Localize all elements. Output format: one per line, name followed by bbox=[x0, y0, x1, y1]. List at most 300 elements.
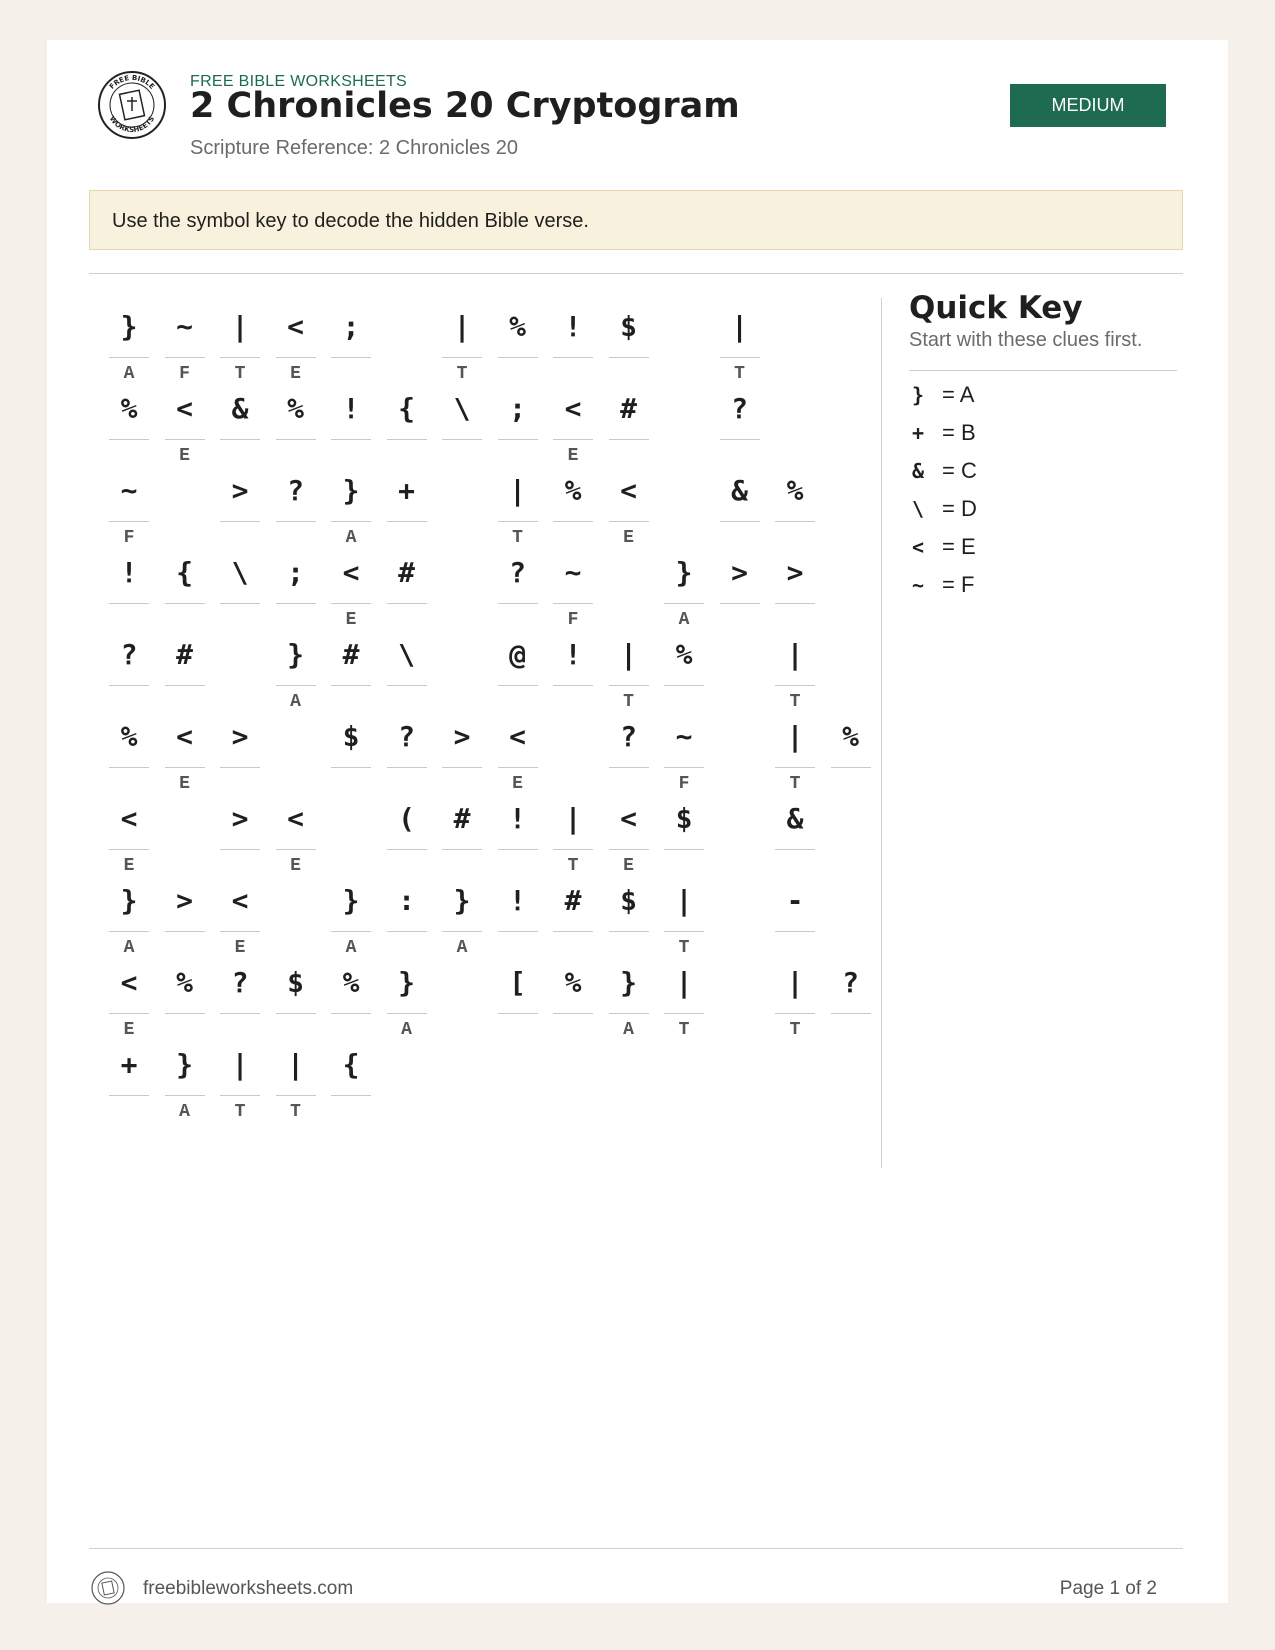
answer-line[interactable] bbox=[553, 685, 593, 686]
answer-line[interactable] bbox=[664, 685, 704, 686]
quick-key-value: = A bbox=[942, 382, 975, 407]
answer-line[interactable] bbox=[220, 1095, 260, 1096]
cipher-symbol: } bbox=[620, 966, 637, 999]
cipher-cell bbox=[276, 626, 316, 746]
cipher-symbol: ! bbox=[120, 556, 138, 589]
cipher-symbol: | bbox=[731, 310, 748, 343]
cipher-symbol: $ bbox=[620, 884, 637, 917]
cipher-symbol: } bbox=[342, 474, 360, 507]
answer-line[interactable] bbox=[609, 685, 649, 686]
cipher-symbol: } bbox=[453, 884, 471, 917]
hint-letter: F bbox=[179, 364, 190, 384]
cipher-cell bbox=[220, 544, 260, 664]
quick-key-item bbox=[909, 570, 1109, 600]
hint-letter: T bbox=[789, 1020, 801, 1040]
logo-text-bottom: WORKSHEETS bbox=[107, 114, 157, 135]
cipher-symbol: < bbox=[620, 474, 637, 507]
answer-line[interactable] bbox=[775, 521, 815, 522]
cipher-symbol: < bbox=[287, 310, 304, 343]
hint-letter: T bbox=[734, 364, 745, 384]
answer-line[interactable] bbox=[220, 521, 260, 522]
cipher-symbol: | bbox=[231, 310, 249, 343]
cipher-cell bbox=[220, 1036, 260, 1156]
cipher-symbol: } bbox=[120, 884, 138, 917]
answer-line[interactable] bbox=[553, 931, 593, 932]
hint-letter: T bbox=[290, 1102, 301, 1122]
cipher-symbol: | bbox=[231, 1048, 249, 1081]
answer-line[interactable] bbox=[220, 1013, 260, 1014]
answer-line[interactable] bbox=[387, 685, 427, 686]
cipher-symbol: | bbox=[620, 638, 637, 671]
cipher-symbol: < bbox=[620, 802, 637, 835]
cipher-symbol: ~ bbox=[176, 310, 193, 343]
answer-line[interactable] bbox=[276, 439, 316, 440]
quick-key-item bbox=[909, 456, 1109, 486]
answer-line[interactable] bbox=[775, 603, 815, 604]
hint-letter: T bbox=[512, 528, 523, 548]
answer-line[interactable] bbox=[109, 439, 149, 440]
answer-line[interactable] bbox=[553, 521, 593, 522]
answer-line[interactable] bbox=[109, 357, 149, 358]
page-number: Page 1 of 2 bbox=[1059, 1578, 1157, 1599]
answer-line[interactable] bbox=[609, 849, 649, 850]
answer-line[interactable] bbox=[331, 931, 371, 932]
cipher-symbol: } bbox=[398, 966, 415, 999]
cipher-symbol: | bbox=[509, 474, 526, 507]
cipher-cell bbox=[831, 954, 871, 1074]
answer-line[interactable] bbox=[498, 439, 538, 440]
cipher-symbol: @ bbox=[509, 638, 526, 671]
cipher-cell bbox=[553, 626, 593, 746]
cipher-symbol: $ bbox=[620, 310, 637, 343]
cipher-symbol: } bbox=[342, 884, 360, 917]
hint-letter: T bbox=[234, 1102, 246, 1122]
column-divider bbox=[881, 298, 882, 1168]
cipher-cell bbox=[553, 954, 593, 1074]
hint-letter: T bbox=[678, 1020, 690, 1040]
cipher-symbol: } bbox=[120, 310, 138, 343]
cipher-symbol: & bbox=[731, 474, 748, 507]
cipher-symbol: + bbox=[398, 474, 415, 507]
quick-key-divider bbox=[909, 370, 1177, 371]
quick-key-value: = F bbox=[942, 572, 975, 597]
cipher-symbol: % bbox=[342, 966, 360, 999]
cipher-symbol: | bbox=[675, 884, 693, 917]
cipher-cell bbox=[831, 708, 871, 828]
answer-line[interactable] bbox=[720, 439, 760, 440]
answer-line[interactable] bbox=[109, 1013, 149, 1014]
cipher-symbol: \ bbox=[231, 556, 249, 589]
cipher-symbol: | bbox=[675, 966, 693, 999]
hint-letter: A bbox=[678, 610, 690, 630]
answer-line[interactable] bbox=[775, 849, 815, 850]
cipher-cell bbox=[442, 872, 482, 992]
answer-line[interactable] bbox=[609, 1013, 649, 1014]
answer-line[interactable] bbox=[331, 603, 371, 604]
answer-line[interactable] bbox=[165, 439, 205, 440]
cipher-cell bbox=[609, 954, 649, 1074]
hint-letter: A bbox=[290, 692, 301, 712]
hint-letter: A bbox=[179, 1102, 190, 1122]
answer-line[interactable] bbox=[831, 767, 871, 768]
answer-line[interactable] bbox=[165, 1013, 205, 1014]
cipher-symbol: ~ bbox=[564, 556, 582, 589]
answer-line[interactable] bbox=[498, 357, 538, 358]
quick-key-value: = E bbox=[942, 534, 976, 559]
answer-line[interactable] bbox=[220, 603, 260, 604]
answer-line[interactable] bbox=[498, 1013, 538, 1014]
hint-letter: E bbox=[623, 856, 634, 876]
answer-line[interactable] bbox=[831, 1013, 871, 1014]
answer-line[interactable] bbox=[387, 849, 427, 850]
answer-line[interactable] bbox=[498, 931, 538, 932]
cipher-symbol: % bbox=[120, 720, 138, 753]
answer-line[interactable] bbox=[165, 931, 205, 932]
answer-line[interactable] bbox=[553, 439, 593, 440]
cipher-symbol: > bbox=[731, 556, 748, 589]
hint-letter: T bbox=[567, 856, 579, 876]
answer-line[interactable] bbox=[331, 521, 371, 522]
answer-line[interactable] bbox=[609, 521, 649, 522]
hint-letter: E bbox=[290, 364, 301, 384]
cipher-symbol: % bbox=[786, 474, 804, 507]
answer-line[interactable] bbox=[387, 439, 427, 440]
answer-line[interactable] bbox=[498, 521, 538, 522]
answer-line[interactable] bbox=[609, 439, 649, 440]
answer-line[interactable] bbox=[109, 521, 149, 522]
answer-line[interactable] bbox=[109, 849, 149, 850]
cipher-symbol: \ bbox=[453, 392, 471, 425]
cipher-cell bbox=[165, 1036, 205, 1156]
hint-letter: A bbox=[123, 938, 135, 958]
hint-letter: E bbox=[123, 1020, 135, 1040]
answer-line[interactable] bbox=[498, 603, 538, 604]
answer-line[interactable] bbox=[553, 357, 593, 358]
cipher-symbol: < bbox=[231, 884, 249, 917]
answer-line[interactable] bbox=[331, 1013, 371, 1014]
cipher-symbol: ? bbox=[120, 638, 138, 671]
cipher-symbol: ! bbox=[509, 884, 526, 917]
cipher-symbol: & bbox=[786, 802, 804, 835]
cipher-symbol: < bbox=[509, 720, 526, 753]
hint-letter: E bbox=[179, 774, 190, 794]
hint-letter: A bbox=[456, 938, 468, 958]
worksheet-page bbox=[47, 40, 1228, 1603]
hint-letter: E bbox=[179, 446, 190, 466]
answer-line[interactable] bbox=[553, 1013, 593, 1014]
hint-letter: A bbox=[623, 1020, 634, 1040]
cipher-symbol: $ bbox=[287, 966, 304, 999]
cipher-symbol: # bbox=[176, 638, 193, 671]
answer-line[interactable] bbox=[165, 603, 205, 604]
cipher-cell bbox=[609, 462, 649, 582]
answer-line[interactable] bbox=[331, 685, 371, 686]
quick-key-symbol: < bbox=[911, 535, 925, 559]
answer-line[interactable] bbox=[276, 849, 316, 850]
answer-line[interactable] bbox=[276, 1095, 316, 1096]
answer-line[interactable] bbox=[498, 685, 538, 686]
difficulty-badge: MEDIUM bbox=[1010, 84, 1166, 127]
answer-line[interactable] bbox=[276, 357, 316, 358]
answer-line[interactable] bbox=[387, 603, 427, 604]
cipher-symbol: { bbox=[176, 556, 193, 589]
hint-letter: F bbox=[678, 774, 690, 794]
cipher-cell bbox=[720, 544, 760, 664]
cipher-symbol: ? bbox=[731, 392, 748, 425]
cipher-symbol: % bbox=[287, 392, 304, 425]
cipher-symbol: ? bbox=[620, 720, 637, 753]
cipher-symbol: ( bbox=[398, 802, 415, 835]
answer-line[interactable] bbox=[609, 767, 649, 768]
answer-line[interactable] bbox=[664, 603, 704, 604]
hint-letter: E bbox=[345, 610, 357, 630]
answer-line[interactable] bbox=[387, 767, 427, 768]
footer-logo-icon bbox=[90, 1570, 126, 1606]
answer-line[interactable] bbox=[165, 1095, 205, 1096]
answer-line[interactable] bbox=[109, 685, 149, 686]
cipher-symbol: | bbox=[786, 966, 804, 999]
cipher-symbol: > bbox=[176, 884, 193, 917]
hint-letter: A bbox=[401, 1020, 412, 1040]
answer-line[interactable] bbox=[775, 767, 815, 768]
hint-letter: E bbox=[567, 446, 579, 466]
cipher-symbol: ? bbox=[842, 966, 859, 999]
hint-letter: A bbox=[123, 364, 135, 384]
answer-line[interactable] bbox=[220, 767, 260, 768]
cipher-symbol: ? bbox=[287, 474, 304, 507]
cipher-symbol: > bbox=[231, 474, 249, 507]
answer-line[interactable] bbox=[165, 685, 205, 686]
cipher-cell bbox=[664, 954, 704, 1074]
cipher-symbol: | bbox=[287, 1048, 304, 1081]
cipher-symbol: | bbox=[786, 720, 804, 753]
cipher-symbol: % bbox=[509, 310, 526, 343]
hint-letter: T bbox=[678, 938, 690, 958]
page-title: 2 Chronicles 20 Cryptogram bbox=[190, 86, 740, 126]
hint-letter: E bbox=[290, 856, 301, 876]
cipher-symbol: % bbox=[564, 966, 582, 999]
answer-line[interactable] bbox=[442, 357, 482, 358]
cipher-symbol: ! bbox=[564, 638, 582, 671]
cipher-symbol: > bbox=[453, 720, 471, 753]
cipher-symbol: > bbox=[231, 802, 249, 835]
cipher-symbol: > bbox=[231, 720, 249, 753]
answer-line[interactable] bbox=[553, 849, 593, 850]
answer-line[interactable] bbox=[442, 849, 482, 850]
cipher-symbol: # bbox=[564, 884, 582, 917]
cipher-symbol: < bbox=[564, 392, 582, 425]
cipher-symbol: < bbox=[120, 802, 138, 835]
quick-key-symbol: + bbox=[911, 421, 925, 445]
answer-line[interactable] bbox=[276, 521, 316, 522]
hint-letter: T bbox=[456, 364, 468, 384]
answer-line[interactable] bbox=[664, 931, 704, 932]
answer-line[interactable] bbox=[220, 849, 260, 850]
cipher-cell bbox=[387, 954, 427, 1074]
answer-line[interactable] bbox=[442, 439, 482, 440]
answer-line[interactable] bbox=[220, 439, 260, 440]
cipher-symbol: $ bbox=[342, 720, 360, 753]
cipher-cell bbox=[498, 954, 538, 1074]
answer-line[interactable] bbox=[331, 439, 371, 440]
cipher-symbol: ; bbox=[342, 310, 360, 343]
quick-key-subtitle: Start with these clues first. bbox=[909, 329, 1143, 351]
answer-line[interactable] bbox=[775, 931, 815, 932]
cipher-symbol: ! bbox=[342, 392, 360, 425]
hint-letter: A bbox=[345, 528, 357, 548]
cipher-symbol: + bbox=[120, 1048, 138, 1081]
quick-key-item bbox=[909, 494, 1109, 524]
answer-line[interactable] bbox=[276, 1013, 316, 1014]
hint-letter: F bbox=[567, 610, 579, 630]
cipher-symbol: [ bbox=[509, 966, 526, 999]
hint-letter: T bbox=[234, 364, 246, 384]
answer-line[interactable] bbox=[276, 685, 316, 686]
answer-line[interactable] bbox=[720, 603, 760, 604]
answer-line[interactable] bbox=[442, 767, 482, 768]
cipher-symbol: # bbox=[453, 802, 471, 835]
hint-letter: F bbox=[123, 528, 135, 548]
answer-line[interactable] bbox=[720, 357, 760, 358]
answer-line[interactable] bbox=[109, 767, 149, 768]
cipher-symbol: % bbox=[176, 966, 193, 999]
quick-key-value: = B bbox=[942, 420, 976, 445]
instructions-box: Use the symbol key to decode the hidden Bible verse. bbox=[89, 190, 1183, 250]
answer-line[interactable] bbox=[220, 931, 260, 932]
brand-name: FREE BIBLE WORKSHEETS bbox=[190, 73, 408, 90]
answer-line[interactable] bbox=[220, 357, 260, 358]
answer-line[interactable] bbox=[664, 1013, 704, 1014]
answer-line[interactable] bbox=[387, 931, 427, 932]
cipher-symbol: & bbox=[231, 392, 249, 425]
answer-line[interactable] bbox=[775, 1013, 815, 1014]
cipher-symbol: ! bbox=[564, 310, 582, 343]
answer-line[interactable] bbox=[109, 931, 149, 932]
quick-key-title: Quick Key bbox=[909, 290, 1083, 326]
answer-line[interactable] bbox=[442, 931, 482, 932]
hint-letter: E bbox=[123, 856, 135, 876]
answer-line[interactable] bbox=[387, 521, 427, 522]
answer-line[interactable] bbox=[553, 603, 593, 604]
hint-letter: T bbox=[623, 692, 634, 712]
answer-line[interactable] bbox=[387, 1013, 427, 1014]
hint-letter: E bbox=[512, 774, 523, 794]
answer-line[interactable] bbox=[109, 1095, 149, 1096]
cipher-cell bbox=[276, 790, 316, 910]
cipher-symbol: # bbox=[620, 392, 637, 425]
cipher-cell bbox=[276, 1036, 316, 1156]
answer-line[interactable] bbox=[331, 1095, 371, 1096]
cipher-symbol: < bbox=[120, 966, 138, 999]
cipher-symbol: \ bbox=[398, 638, 415, 671]
cipher-symbol: ; bbox=[509, 392, 526, 425]
cipher-symbol: # bbox=[342, 638, 360, 671]
cipher-symbol: # bbox=[398, 556, 415, 589]
cipher-symbol: | bbox=[564, 802, 582, 835]
answer-line[interactable] bbox=[775, 685, 815, 686]
footer-site: freebibleworksheets.com bbox=[143, 1578, 354, 1599]
answer-line[interactable] bbox=[331, 767, 371, 768]
cipher-symbol: } bbox=[176, 1048, 193, 1081]
cipher-symbol: ; bbox=[287, 556, 304, 589]
cipher-symbol: < bbox=[176, 720, 193, 753]
cipher-symbol: > bbox=[786, 556, 804, 589]
quick-key-item bbox=[909, 532, 1109, 562]
hint-letter: E bbox=[234, 938, 246, 958]
quick-key-symbol: \ bbox=[911, 497, 925, 521]
cipher-cell bbox=[442, 380, 482, 500]
logo-text-top: FREE BIBLE bbox=[107, 73, 157, 91]
hint-letter: T bbox=[789, 692, 801, 712]
quick-key-value: = D bbox=[942, 496, 977, 521]
cipher-symbol: ? bbox=[509, 556, 526, 589]
footer-divider bbox=[89, 1548, 1183, 1549]
quick-key-symbol: & bbox=[911, 459, 925, 483]
cipher-symbol: } bbox=[287, 638, 304, 671]
cipher-cell bbox=[109, 1036, 149, 1156]
cipher-symbol: : bbox=[398, 884, 415, 917]
cipher-symbol: - bbox=[786, 884, 804, 917]
cipher-cell bbox=[331, 708, 371, 828]
cipher-symbol: ? bbox=[398, 720, 415, 753]
cipher-symbol: % bbox=[120, 392, 138, 425]
cipher-symbol: $ bbox=[675, 802, 693, 835]
answer-line[interactable] bbox=[331, 357, 371, 358]
cipher-symbol: % bbox=[842, 720, 859, 753]
hint-letter: T bbox=[789, 774, 801, 794]
quick-key-symbol: } bbox=[911, 383, 925, 407]
answer-line[interactable] bbox=[276, 603, 316, 604]
answer-line[interactable] bbox=[664, 849, 704, 850]
quick-key-symbol: ~ bbox=[911, 573, 925, 597]
cipher-symbol: ~ bbox=[675, 720, 693, 753]
hint-letter: E bbox=[623, 528, 634, 548]
cipher-symbol: ~ bbox=[120, 474, 138, 507]
hint-letter: A bbox=[345, 938, 357, 958]
answer-line[interactable] bbox=[720, 521, 760, 522]
cipher-symbol: < bbox=[287, 802, 304, 835]
answer-line[interactable] bbox=[609, 357, 649, 358]
cipher-symbol: } bbox=[675, 556, 693, 589]
quick-key-item bbox=[909, 380, 1109, 410]
cipher-cell bbox=[165, 708, 205, 828]
answer-line[interactable] bbox=[498, 849, 538, 850]
cipher-symbol: % bbox=[564, 474, 582, 507]
answer-line[interactable] bbox=[498, 767, 538, 768]
cipher-symbol: { bbox=[342, 1048, 360, 1081]
answer-line[interactable] bbox=[664, 767, 704, 768]
cipher-symbol: < bbox=[342, 556, 360, 589]
cryptogram-grid bbox=[47, 40, 859, 1190]
cipher-cell bbox=[165, 380, 205, 500]
answer-line[interactable] bbox=[165, 357, 205, 358]
cipher-symbol: < bbox=[176, 392, 193, 425]
scripture-reference: Scripture Reference: 2 Chronicles 20 bbox=[190, 137, 518, 159]
cipher-cell bbox=[775, 954, 815, 1074]
cipher-symbol: % bbox=[675, 638, 693, 671]
quick-key-value: = C bbox=[942, 458, 977, 483]
cipher-symbol: ! bbox=[509, 802, 526, 835]
cipher-symbol: ? bbox=[231, 966, 249, 999]
quick-key-item bbox=[909, 418, 1109, 448]
cipher-symbol: { bbox=[398, 392, 415, 425]
answer-line[interactable] bbox=[165, 767, 205, 768]
answer-line[interactable] bbox=[109, 603, 149, 604]
cipher-cell bbox=[331, 1036, 371, 1156]
cipher-symbol: | bbox=[786, 638, 804, 671]
cipher-symbol: | bbox=[453, 310, 471, 343]
answer-line[interactable] bbox=[609, 931, 649, 932]
